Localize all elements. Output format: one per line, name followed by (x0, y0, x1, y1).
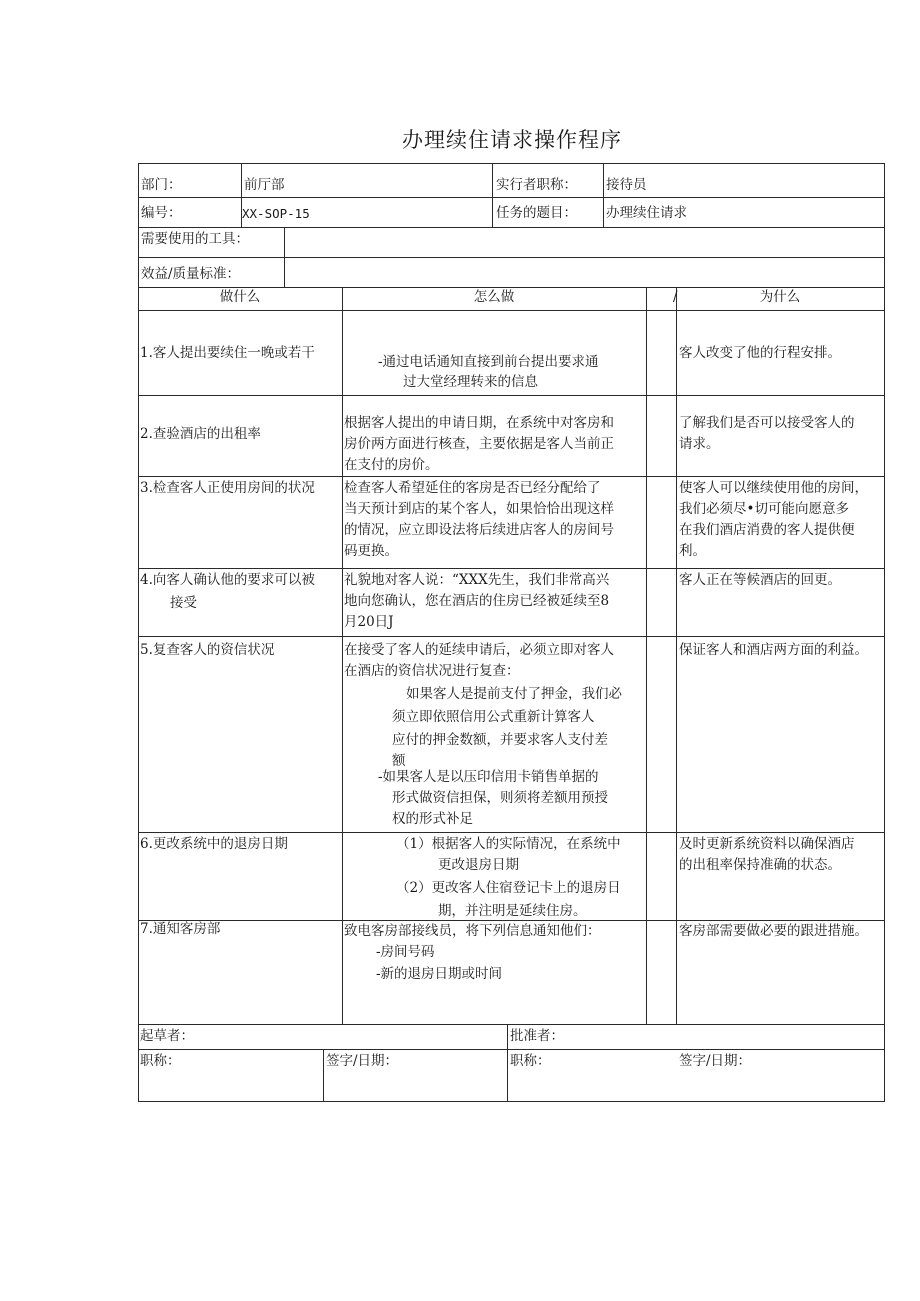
step-2-how-line: 在支付的房价。 (344, 457, 439, 473)
step-3-why-line: 利。 (679, 543, 706, 559)
rule (138, 636, 885, 637)
step-1-how-line: 过大堂经理转来的信息 (403, 374, 538, 390)
step-6-how-line: （1）根据客人的实际情况，在系统中 (396, 836, 621, 852)
step-2-how-line: 房价两方面进行核查，主要依据是客人当前正 (344, 436, 614, 452)
rule (646, 287, 647, 1024)
rule (138, 1049, 885, 1050)
tools-label: 需要使用的工具： (141, 231, 249, 247)
title-label-left: 职称： (140, 1053, 181, 1069)
step-5-how-line: -如果客人是以压印信用卡销售单据的 (378, 769, 599, 785)
col-check: / (673, 289, 678, 305)
step-7-what: 7.通知客房部 (140, 921, 221, 937)
step-4-what-line: 接受 (170, 595, 197, 611)
page-title: 办理续住请求操作程序 (402, 128, 622, 152)
step-7-how-line: 致电客房部接线员，将下列信息通知他们： (344, 923, 601, 939)
rule (138, 310, 885, 311)
executor-label: 实行者职称： (496, 177, 577, 193)
rule (603, 163, 604, 227)
step-5-how-line: 形式做资信担保，则须将差额用预授 (392, 790, 608, 806)
rule (284, 227, 285, 287)
rule (492, 163, 493, 227)
step-1-what: 1.客人提出要续住一晚或若干 (140, 345, 315, 361)
step-6-how-line: 更改退房日期 (438, 857, 519, 873)
rule (507, 1024, 508, 1101)
step-4-how-line: 月20日J (344, 614, 394, 630)
code-label: 编号： (141, 205, 182, 221)
rule (138, 197, 885, 198)
step-6-why-line: 及时更新系统资料以确保酒店 (679, 836, 855, 852)
dept-value: 前厅部 (244, 177, 285, 193)
sign-label-right: 签字/日期： (679, 1053, 752, 1069)
step-6-how-line: 期，并注明是延续住房。 (438, 903, 587, 919)
rule (676, 287, 677, 1024)
step-5-how-line: 额 (392, 753, 406, 769)
step-5-how-line: 须立即依照信用公式重新计算客人 (392, 709, 595, 725)
rule (138, 476, 885, 477)
dept-label: 部门： (141, 177, 182, 193)
step-1-how-line: -通过电话通知直接到前台提出要求通 (378, 354, 599, 370)
step-5-how-line: 权的形式补足 (392, 811, 473, 827)
step-4-how-line: 地向您确认，您在酒店的住房已经被延续至8 (344, 593, 610, 609)
step-5-how-line: 应付的押金数额，并要求客人支付差 (392, 732, 608, 748)
code-value: XX-SOP-15 (242, 206, 310, 221)
rule (138, 1024, 885, 1025)
executor-value: 接待员 (606, 177, 647, 193)
rule (138, 163, 885, 164)
step-2-how-line: 根据客人提出的申请日期，在系统中对客房和 (344, 415, 614, 431)
rule (138, 568, 885, 569)
step-4-what-line: 4.向客人确认他的要求可以被 (140, 572, 315, 588)
step-3-why-line: 使客人可以继续使用他的房间， (679, 480, 868, 496)
step-4-how-line: 礼貌地对客人说：“XXX先生，我们非常高兴 (344, 572, 610, 588)
sign-label-left: 签字/日期： (326, 1053, 399, 1069)
step-5-how-line: 在酒店的资信状况进行复查： (344, 663, 520, 679)
col-how: 怎么做 (473, 289, 515, 305)
rule (138, 832, 885, 833)
rule (884, 163, 885, 1102)
step-6-what: 6.更改系统中的退房日期 (140, 836, 288, 852)
col-what: 做什么 (219, 289, 261, 305)
step-3-how-line: 检查客人希望延住的客房是否已经分配给了 (344, 480, 601, 496)
rule (138, 257, 885, 258)
step-2-what: 2.查验酒店的出租率 (140, 426, 261, 442)
step-1-why: 客人改变了他的行程安排。 (679, 345, 841, 361)
step-3-why-line: 我们必须尽•切可能向愿意多 (679, 501, 849, 517)
step-6-how-line: （2）更改客人住宿登记卡上的退房日 (396, 880, 621, 896)
step-5-how-line: 在接受了客人的延续申请后，必须立即对客人 (344, 642, 614, 658)
step-3-how-line: 码更换。 (344, 543, 398, 559)
step-7-why: 客房部需要做必要的跟进措施。 (679, 923, 868, 939)
step-5-how-line: 如果客人是提前支付了押金，我们必 (406, 686, 622, 702)
step-3-how-line: 当天预计到店的某个客人，如果恰恰出现这样 (344, 501, 614, 517)
approver-label: 批准者： (510, 1028, 564, 1044)
benefit-label: 效益/质量标准： (141, 266, 241, 282)
task-value: 办理续住请求 (606, 205, 687, 221)
title-label-right: 职称： (510, 1053, 551, 1069)
rule (138, 227, 885, 228)
col-why: 为什么 (759, 289, 801, 305)
rule (138, 395, 885, 396)
step-7-how-line: -房间号码 (376, 944, 435, 960)
sop-table (138, 163, 885, 1101)
step-3-how-line: 的情况，应立即设法将后续进店客人的房间号 (344, 522, 614, 538)
step-5-why: 保证客人和酒店两方面的利益。 (679, 642, 868, 658)
step-6-why-line: 的出租率保持准确的状态。 (679, 857, 841, 873)
step-4-why: 客人正在等候酒店的回更。 (679, 572, 841, 588)
step-3-what: 3.检查客人正使用房间的状况 (140, 480, 315, 496)
rule (138, 1101, 885, 1102)
rule (323, 1049, 324, 1101)
step-3-why-line: 在我们酒店消费的客人提供便 (679, 522, 855, 538)
step-5-what: 5.复查客人的资信状况 (140, 642, 275, 658)
step-7-how-line: -新的退房日期或时间 (376, 966, 503, 982)
step-2-why-line: 了解我们是否可以接受客人的 (679, 415, 855, 431)
step-2-why-line: 请求。 (679, 436, 720, 452)
task-label: 任务的题目： (496, 205, 577, 221)
rule (342, 287, 343, 1024)
drafter-label: 起草者： (140, 1028, 194, 1044)
